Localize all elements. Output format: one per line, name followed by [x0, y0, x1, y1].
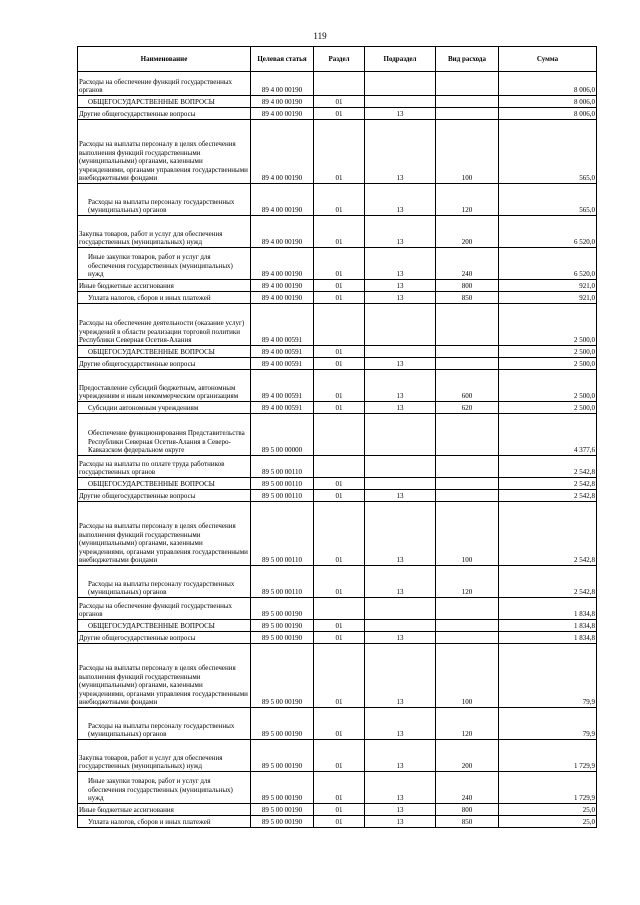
table-row — [78, 502, 597, 566]
row-target-cell: 89 5 00 00190 — [251, 816, 314, 828]
row-expense-type-cell: 620 — [436, 402, 499, 414]
row-section-cell: 01 — [314, 740, 365, 772]
row-subsection-cell: 13 — [365, 292, 436, 304]
row-subsection-cell: 13 — [365, 816, 436, 828]
row-amount-cell: 1 729,9 — [499, 740, 597, 772]
row-subsection-cell: 13 — [365, 566, 436, 598]
row-subsection-cell: 13 — [365, 772, 436, 804]
table-row — [78, 96, 597, 108]
table-row — [78, 370, 597, 402]
row-target-cell: 89 4 00 00190 — [251, 280, 314, 292]
row-amount-cell: 6 520,0 — [499, 248, 597, 280]
page-number: 119 — [313, 31, 327, 41]
row-target-cell: 89 4 00 00591 — [251, 346, 314, 358]
row-section-cell: 01 — [314, 772, 365, 804]
row-amount-cell: 8 006,0 — [499, 108, 597, 120]
row-name-cell: Другие общегосударственные вопросы — [78, 490, 251, 502]
column-header-amount: Сумма — [499, 47, 597, 72]
table-header-row — [78, 47, 597, 72]
row-expense-type-cell — [436, 598, 499, 620]
row-section-cell: 01 — [314, 502, 365, 566]
row-name-cell: Предоставление субсидий бюджетным, автономным учреждениям и иным некоммерческим организациям — [78, 370, 251, 402]
row-amount-cell: 921,0 — [499, 292, 597, 304]
row-target-cell: 89 5 00 00110 — [251, 502, 314, 566]
row-subsection-cell — [365, 346, 436, 358]
row-amount-cell: 79,9 — [499, 644, 597, 708]
table-row — [78, 740, 597, 772]
row-expense-type-cell — [436, 96, 499, 108]
row-subsection-cell: 13 — [365, 370, 436, 402]
row-amount-cell: 565,0 — [499, 184, 597, 216]
table-row — [78, 456, 597, 478]
row-amount-cell: 25,0 — [499, 816, 597, 828]
row-section-cell — [314, 414, 365, 456]
row-subsection-cell: 13 — [365, 108, 436, 120]
column-header-section: Раздел — [314, 47, 365, 72]
column-header-target: Целевая статья — [251, 47, 314, 72]
row-name-cell: Расходы на выплаты персоналу государственных (муниципальных) органов — [78, 184, 251, 216]
row-name-cell: Другие общегосударственные вопросы — [78, 108, 251, 120]
row-amount-cell: 2 542,8 — [499, 456, 597, 478]
row-section-cell: 01 — [314, 816, 365, 828]
row-target-cell: 89 4 00 00190 — [251, 72, 314, 96]
row-expense-type-cell — [436, 478, 499, 490]
row-name-cell: Расходы на выплаты персоналу в целях обеспечения выполнения функций государственными (муниципальными) органами, казенными учреждениями, органами управления государственными внебюджетными фондами — [78, 644, 251, 708]
row-target-cell: 89 5 00 00190 — [251, 740, 314, 772]
row-section-cell: 01 — [314, 402, 365, 414]
row-subsection-cell — [365, 304, 436, 346]
row-expense-type-cell: 200 — [436, 740, 499, 772]
row-subsection-cell — [365, 414, 436, 456]
table-row — [78, 566, 597, 598]
table-body — [78, 72, 597, 828]
row-section-cell: 01 — [314, 96, 365, 108]
row-target-cell: 89 4 00 00190 — [251, 96, 314, 108]
row-subsection-cell: 13 — [365, 184, 436, 216]
row-name-cell: Уплата налогов, сборов и иных платежей — [78, 816, 251, 828]
row-amount-cell: 79,9 — [499, 708, 597, 740]
row-name-cell: ОБЩЕГОСУДАРСТВЕННЫЕ ВОПРОСЫ — [78, 96, 251, 108]
row-amount-cell: 1 729,9 — [499, 772, 597, 804]
row-target-cell: 89 4 00 00190 — [251, 184, 314, 216]
row-target-cell: 89 5 00 00000 — [251, 414, 314, 456]
row-name-cell: Расходы на обеспечение деятельности (оказание услуг) учреждений в области реализации торговой политики Республики Северная Осетия-Алания — [78, 304, 251, 346]
row-name-cell: Иные закупки товаров, работ и услуг для обеспечения государственных (муниципальных) нужд — [78, 772, 251, 804]
row-expense-type-cell: 850 — [436, 292, 499, 304]
row-target-cell: 89 5 00 00110 — [251, 478, 314, 490]
row-section-cell: 01 — [314, 292, 365, 304]
row-amount-cell: 921,0 — [499, 280, 597, 292]
row-section-cell: 01 — [314, 346, 365, 358]
row-target-cell: 89 5 00 00190 — [251, 772, 314, 804]
row-amount-cell: 1 834,8 — [499, 620, 597, 632]
row-name-cell: Иные бюджетные ассигнования — [78, 280, 251, 292]
row-expense-type-cell — [436, 414, 499, 456]
row-section-cell — [314, 304, 365, 346]
table-row — [78, 772, 597, 804]
row-expense-type-cell: 800 — [436, 804, 499, 816]
column-header-subsection: Подраздел — [365, 47, 436, 72]
row-expense-type-cell — [436, 456, 499, 478]
row-amount-cell: 6 520,0 — [499, 216, 597, 248]
row-target-cell: 89 4 00 00591 — [251, 402, 314, 414]
row-amount-cell: 2 500,0 — [499, 346, 597, 358]
row-target-cell: 89 5 00 00190 — [251, 644, 314, 708]
row-name-cell: Закупка товаров, работ и услуг для обеспечения государственных (муниципальных) нужд — [78, 740, 251, 772]
row-target-cell: 89 5 00 00110 — [251, 566, 314, 598]
row-expense-type-cell: 600 — [436, 370, 499, 402]
row-expense-type-cell — [436, 490, 499, 502]
row-amount-cell: 2 500,0 — [499, 304, 597, 346]
row-amount-cell: 1 834,8 — [499, 598, 597, 620]
table-row — [78, 184, 597, 216]
table-row — [78, 490, 597, 502]
row-expense-type-cell: 120 — [436, 566, 499, 598]
row-amount-cell: 2 500,0 — [499, 358, 597, 370]
row-target-cell: 89 4 00 00190 — [251, 248, 314, 280]
row-subsection-cell — [365, 456, 436, 478]
table-row — [78, 292, 597, 304]
row-expense-type-cell: 800 — [436, 280, 499, 292]
row-subsection-cell — [365, 598, 436, 620]
row-expense-type-cell — [436, 632, 499, 644]
row-section-cell: 01 — [314, 248, 365, 280]
row-section-cell: 01 — [314, 644, 365, 708]
row-amount-cell: 8 006,0 — [499, 96, 597, 108]
row-expense-type-cell: 120 — [436, 708, 499, 740]
row-expense-type-cell: 100 — [436, 120, 499, 184]
row-subsection-cell: 13 — [365, 804, 436, 816]
table-row — [78, 120, 597, 184]
row-subsection-cell: 13 — [365, 502, 436, 566]
row-name-cell: Другие общегосударственные вопросы — [78, 358, 251, 370]
row-section-cell: 01 — [314, 566, 365, 598]
table-row — [78, 804, 597, 816]
table-row — [78, 304, 597, 346]
row-target-cell: 89 4 00 00591 — [251, 370, 314, 402]
table-row — [78, 72, 597, 96]
row-expense-type-cell: 200 — [436, 216, 499, 248]
row-target-cell: 89 4 00 00190 — [251, 216, 314, 248]
row-name-cell: Иные закупки товаров, работ и услуг для обеспечения государственных (муниципальных) нужд — [78, 248, 251, 280]
row-name-cell: Уплата налогов, сборов и иных платежей — [78, 292, 251, 304]
row-section-cell: 01 — [314, 216, 365, 248]
row-name-cell: Обеспечение функционирования Представительства Республики Северная Осетия-Алания в Северо-Кавказском федеральном округе — [78, 414, 251, 456]
row-subsection-cell: 13 — [365, 740, 436, 772]
row-amount-cell: 2 500,0 — [499, 402, 597, 414]
row-amount-cell: 4 377,6 — [499, 414, 597, 456]
row-expense-type-cell — [436, 304, 499, 346]
row-target-cell: 89 5 00 00110 — [251, 456, 314, 478]
row-expense-type-cell — [436, 358, 499, 370]
row-section-cell: 01 — [314, 620, 365, 632]
row-expense-type-cell — [436, 346, 499, 358]
row-name-cell: Субсидии автономным учреждениям — [78, 402, 251, 414]
row-section-cell: 01 — [314, 358, 365, 370]
row-section-cell: 01 — [314, 708, 365, 740]
row-subsection-cell: 13 — [365, 402, 436, 414]
row-expense-type-cell: 100 — [436, 502, 499, 566]
table-row — [78, 632, 597, 644]
table-row — [78, 358, 597, 370]
row-subsection-cell: 13 — [365, 358, 436, 370]
table-row — [78, 598, 597, 620]
row-subsection-cell: 13 — [365, 490, 436, 502]
row-target-cell: 89 4 00 00190 — [251, 108, 314, 120]
row-section-cell: 01 — [314, 108, 365, 120]
row-name-cell: Закупка товаров, работ и услуг для обеспечения государственных (муниципальных) нужд — [78, 216, 251, 248]
row-name-cell: ОБЩЕГОСУДАРСТВЕННЫЕ ВОПРОСЫ — [78, 346, 251, 358]
row-section-cell: 01 — [314, 804, 365, 816]
row-name-cell: Расходы на выплаты по оплате труда работников государственных органов — [78, 456, 251, 478]
row-expense-type-cell — [436, 620, 499, 632]
row-subsection-cell: 13 — [365, 216, 436, 248]
row-subsection-cell — [365, 72, 436, 96]
row-amount-cell: 2 542,8 — [499, 566, 597, 598]
row-subsection-cell: 13 — [365, 632, 436, 644]
budget-table — [77, 46, 597, 828]
row-amount-cell: 2 542,8 — [499, 478, 597, 490]
row-amount-cell: 2 542,8 — [499, 502, 597, 566]
row-amount-cell: 565,0 — [499, 120, 597, 184]
column-header-name: Наименование — [78, 47, 251, 72]
row-expense-type-cell: 100 — [436, 644, 499, 708]
row-target-cell: 89 4 00 00591 — [251, 304, 314, 346]
row-target-cell: 89 5 00 00190 — [251, 804, 314, 816]
row-name-cell: ОБЩЕГОСУДАРСТВЕННЫЕ ВОПРОСЫ — [78, 478, 251, 490]
row-name-cell: Расходы на выплаты персоналу в целях обеспечения выполнения функций государственными (муниципальными) органами, казенными учреждениями, органами управления государственными внебюджетными фондами — [78, 120, 251, 184]
row-target-cell: 89 5 00 00190 — [251, 598, 314, 620]
row-section-cell: 01 — [314, 632, 365, 644]
table-row — [78, 216, 597, 248]
row-section-cell: 01 — [314, 280, 365, 292]
table-row — [78, 248, 597, 280]
table-row — [78, 346, 597, 358]
row-name-cell: Другие общегосударственные вопросы — [78, 632, 251, 644]
row-target-cell: 89 4 00 00591 — [251, 358, 314, 370]
row-section-cell: 01 — [314, 490, 365, 502]
row-section-cell: 01 — [314, 184, 365, 216]
row-section-cell: 01 — [314, 370, 365, 402]
table-row — [78, 414, 597, 456]
row-expense-type-cell — [436, 72, 499, 96]
row-expense-type-cell: 240 — [436, 248, 499, 280]
row-amount-cell: 2 500,0 — [499, 370, 597, 402]
row-expense-type-cell: 850 — [436, 816, 499, 828]
row-target-cell: 89 5 00 00190 — [251, 620, 314, 632]
row-section-cell: 01 — [314, 478, 365, 490]
row-name-cell: Расходы на выплаты персоналу государственных (муниципальных) органов — [78, 708, 251, 740]
row-subsection-cell: 13 — [365, 248, 436, 280]
row-name-cell: Расходы на выплаты персоналу в целях обеспечения выполнения функций государственными (муниципальными) органами, казенными учреждениями, органами управления государственными внебюджетными фондами — [78, 502, 251, 566]
row-subsection-cell: 13 — [365, 644, 436, 708]
row-target-cell: 89 5 00 00110 — [251, 490, 314, 502]
row-name-cell: Расходы на обеспечение функций государственных органов — [78, 72, 251, 96]
row-subsection-cell: 13 — [365, 708, 436, 740]
row-amount-cell: 25,0 — [499, 804, 597, 816]
row-section-cell — [314, 598, 365, 620]
row-expense-type-cell: 240 — [436, 772, 499, 804]
row-target-cell: 89 5 00 00190 — [251, 708, 314, 740]
row-target-cell: 89 5 00 00190 — [251, 632, 314, 644]
row-section-cell: 01 — [314, 120, 365, 184]
table-row — [78, 708, 597, 740]
row-subsection-cell — [365, 478, 436, 490]
row-subsection-cell — [365, 96, 436, 108]
table-row — [78, 816, 597, 828]
row-amount-cell: 1 834,8 — [499, 632, 597, 644]
row-name-cell: ОБЩЕГОСУДАРСТВЕННЫЕ ВОПРОСЫ — [78, 620, 251, 632]
row-subsection-cell — [365, 620, 436, 632]
table-row — [78, 478, 597, 490]
row-name-cell: Расходы на обеспечение функций государственных органов — [78, 598, 251, 620]
row-target-cell: 89 4 00 00190 — [251, 120, 314, 184]
column-header-expense-type: Вид расхода — [436, 47, 499, 72]
row-expense-type-cell: 120 — [436, 184, 499, 216]
row-expense-type-cell — [436, 108, 499, 120]
row-amount-cell: 8 006,0 — [499, 72, 597, 96]
row-name-cell: Расходы на выплаты персоналу государственных (муниципальных) органов — [78, 566, 251, 598]
table-row — [78, 620, 597, 632]
row-section-cell — [314, 72, 365, 96]
table-row — [78, 402, 597, 414]
row-amount-cell: 2 542,8 — [499, 490, 597, 502]
row-section-cell — [314, 456, 365, 478]
row-subsection-cell: 13 — [365, 120, 436, 184]
row-subsection-cell: 13 — [365, 280, 436, 292]
row-name-cell: Иные бюджетные ассигнования — [78, 804, 251, 816]
table-row — [78, 644, 597, 708]
row-target-cell: 89 4 00 00190 — [251, 292, 314, 304]
table-row — [78, 108, 597, 120]
table-row — [78, 280, 597, 292]
